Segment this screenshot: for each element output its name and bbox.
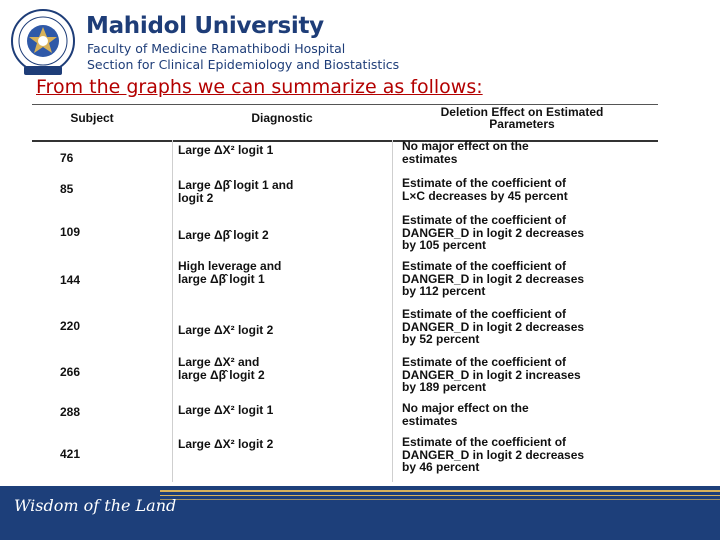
subject-cell: 76 <box>60 151 74 165</box>
effect-cell: No major effect on the estimates <box>402 139 529 166</box>
header-deletion-effect: Deletion Effect on Estimated Parameters <box>440 105 604 131</box>
university-seal-icon <box>10 8 76 78</box>
footer-stripe <box>160 495 720 496</box>
subject-cell: 144 <box>60 273 81 287</box>
subject-cell: 85 <box>60 182 74 196</box>
section-name: Section for Clinical Epidemiology and Biostatistics <box>87 57 400 72</box>
effect-cell: No major effect on the estimates <box>402 401 529 428</box>
diagnostic-cell: Large Δβ̂ logit 2 <box>178 228 269 242</box>
header-subject: Subject <box>70 111 114 125</box>
footer-tagline: Wisdom of the Land <box>14 496 177 515</box>
effect-cell: Estimate of the coefficient of DANGER_D in logit 2 decreases by 52 percent <box>402 307 585 346</box>
header-diagnostic: Diagnostic <box>251 111 313 125</box>
footer-stripe <box>160 490 720 492</box>
column-divider <box>392 140 393 482</box>
footer-banner <box>0 486 720 540</box>
footer-stripe <box>160 499 720 500</box>
subject-cell: 421 <box>60 447 81 461</box>
diagnostic-cell: High leverage and large Δβ̂ logit 1 <box>178 259 282 286</box>
subject-cell: 220 <box>60 319 81 333</box>
slide-title: From the graphs we can summarize as follows: <box>36 76 483 98</box>
diagnostic-cell: Large ΔX² logit 2 <box>178 323 274 337</box>
diagnostic-cell: Large Δβ̂ logit 1 and logit 2 <box>178 178 294 205</box>
effect-cell: Estimate of the coefficient of DANGER_D in logit 2 decreases by 105 percent <box>402 213 585 252</box>
university-name: Mahidol University <box>86 13 324 39</box>
diagnostic-cell: Large ΔX² and large Δβ̂ logit 2 <box>178 355 265 382</box>
effect-cell: Estimate of the coefficient of DANGER_D in logit 2 decreases by 46 percent <box>402 435 585 474</box>
subject-cell: 266 <box>60 365 81 379</box>
diagnostic-cell: Large ΔX² logit 2 <box>178 437 274 451</box>
summary-table <box>32 104 658 484</box>
effect-cell: Estimate of the coefficient of L×C decreases by 45 percent <box>402 176 568 203</box>
subject-cell: 288 <box>60 405 81 419</box>
faculty-name: Faculty of Medicine Ramathibodi Hospital <box>87 41 346 56</box>
effect-cell: Estimate of the coefficient of DANGER_D in logit 2 increases by 189 percent <box>402 355 581 394</box>
diagnostic-cell: Large ΔX² logit 1 <box>178 403 274 417</box>
slide-header <box>0 0 720 80</box>
column-divider <box>172 140 173 482</box>
effect-cell: Estimate of the coefficient of DANGER_D in logit 2 decreases by 112 percent <box>402 259 585 298</box>
subject-cell: 109 <box>60 225 81 239</box>
diagnostic-cell: Large ΔX² logit 1 <box>178 143 274 157</box>
